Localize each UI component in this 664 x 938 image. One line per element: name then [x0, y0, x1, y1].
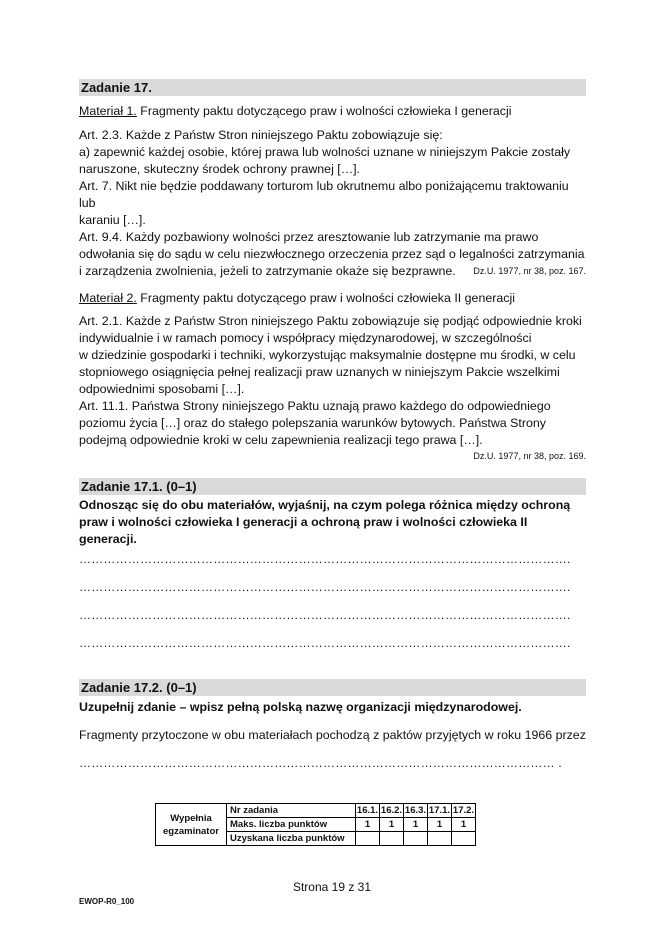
material-1-line: naruszone, skuteczny środek ochrony prawnej […]. — [79, 162, 360, 176]
max-points: 1 — [356, 818, 380, 832]
answer-line[interactable]: …………………………………………………………………………………………………………. — [79, 580, 571, 594]
material-1-line: karaniu […]. — [79, 213, 146, 227]
task-number: 17.2. — [452, 805, 475, 816]
page-number: Strona 19 z 31 — [292, 880, 372, 894]
material-1-body — [79, 127, 586, 280]
examiner-cell: Wypełnia egzaminator — [156, 804, 227, 846]
material-2-line: w dziedzinie gospodarki i techniki, wykorzystując maksymalnie dostępne mu środki, w celu — [79, 348, 576, 362]
instruction-line: praw i wolności człowieka I generacji a ochroną praw i wolności człowieka II generacji. — [79, 515, 528, 546]
material-1-heading: Fragmenty paktu dotyczącego praw i wolności człowieka I generacji — [136, 104, 512, 118]
max-points: 1 — [428, 818, 452, 832]
material-2-line: podejmą odpowiednie kroki w celu zapewnienia realizacji tego prawa […]. — [79, 433, 483, 447]
instruction-line: Odnosząc się do obu materiałów, wyjaśnij, na czym polega różnica między ochroną — [79, 498, 571, 512]
answer-line[interactable]: …………………………………………………………………………………………………………. — [79, 636, 571, 650]
material-1-line: Art. 7. Nikt nie będzie poddawany torturom lub okrutnemu albo poniżającemu traktowaniu lub — [79, 179, 569, 210]
exam-code: EWOP-R0_100 — [79, 897, 135, 906]
material-1-source: Dz.U. 1977, nr 38, poz. 167. — [473, 266, 586, 276]
task-17-2-instruction: Uzupełnij zdanie – wpisz pełną polską nazwę organizacji międzynarodowej. — [79, 700, 522, 714]
material-1-line: Art. 9.4. Każdy pozbawiony wolności przez aresztowanie lub zatrzymanie ma prawo — [79, 230, 539, 244]
material-2-line: Art. 11.1. Państwa Strony niniejszego Paktu uznają prawo każdego do odpowiedniego — [79, 399, 551, 413]
material-2-source: Dz.U. 1977, nr 38, poz. 169. — [473, 451, 586, 461]
task-number: 16.2. — [380, 805, 403, 816]
task-17-1-header: Zadanie 17.1. (0–1) — [79, 478, 586, 495]
obtained-points-cell[interactable] — [428, 832, 452, 846]
material-2-line: stopniowego osiągnięcia pełnej realizacji praw uznanych w niniejszym Pakcie wszelkimi — [79, 365, 560, 379]
score-table — [155, 803, 476, 846]
task-17-1-instruction — [79, 497, 586, 548]
max-points: 1 — [452, 818, 476, 832]
answer-line[interactable]: …………………………………………………………………………………………………………. — [79, 552, 571, 566]
material-2-line: odpowiednimi sposobami […]. — [79, 382, 245, 396]
answer-line[interactable]: …………………………………………………………………………………………………………. — [79, 608, 571, 622]
obtained-points-label: Uzyskana liczba punktów — [227, 832, 356, 846]
material-1-line: a) zapewnić każdej osobie, której prawa lub wolności uznane w niniejszym Pakcie zostały — [79, 145, 571, 159]
task-17-2-header: Zadanie 17.2. (0–1) — [79, 679, 586, 696]
material-2-line: indywidualnie i w ramach pomocy i współpracy międzynarodowej, w szczególności — [79, 331, 532, 345]
obtained-points-cell[interactable] — [404, 832, 428, 846]
obtained-points-cell[interactable] — [356, 832, 380, 846]
task-number-label: Nr zadania — [227, 804, 356, 818]
material-2-label: Materiał 2. — [79, 291, 137, 305]
answer-line[interactable]: ……………………………………………………………………………………………………… . — [79, 756, 562, 770]
material-1-line: Art. 2.3. Każde z Państw Stron niniejszego Paktu zobowiązuje się: — [79, 128, 443, 142]
task-number: 16.1. — [356, 805, 379, 816]
task-number: 17.1. — [428, 805, 451, 816]
material-2-heading: Fragmenty paktu dotyczącego praw i wolności człowieka II generacji — [136, 291, 515, 305]
material-2-body — [79, 313, 586, 449]
task-number: 16.3. — [404, 805, 427, 816]
max-points: 1 — [404, 818, 428, 832]
material-1-title — [79, 103, 586, 120]
max-points-label: Maks. liczba punktów — [227, 818, 356, 832]
material-1-line: odwołania się do sądu w celu niezwłocznego orzeczenia przez sąd o legalności zatrzymania — [79, 247, 585, 261]
task-17-header: Zadanie 17. — [79, 79, 586, 96]
max-points: 1 — [380, 818, 404, 832]
obtained-points-cell[interactable] — [380, 832, 404, 846]
material-2-line: Art. 2.1. Każde z Państw Stron niniejszego Paktu zobowiązuje się podjąć odpowiednie kroki — [79, 314, 582, 328]
material-2-title — [79, 290, 586, 307]
material-1-label: Materiał 1. — [79, 104, 137, 118]
task-17-2-sentence: Fragmenty przytoczone w obu materiałach pochodzą z paktów przyjętych w roku 1966 przez — [79, 728, 586, 742]
material-1-line: i zarządzenia zwolnienia, jeżeli to zatrzymanie okaże się bezprawne. — [79, 264, 456, 278]
obtained-points-cell[interactable] — [452, 832, 476, 846]
material-2-line: poziomu życia […] oraz do stałego polepszania warunków bytowych. Państwa Strony — [79, 416, 546, 430]
